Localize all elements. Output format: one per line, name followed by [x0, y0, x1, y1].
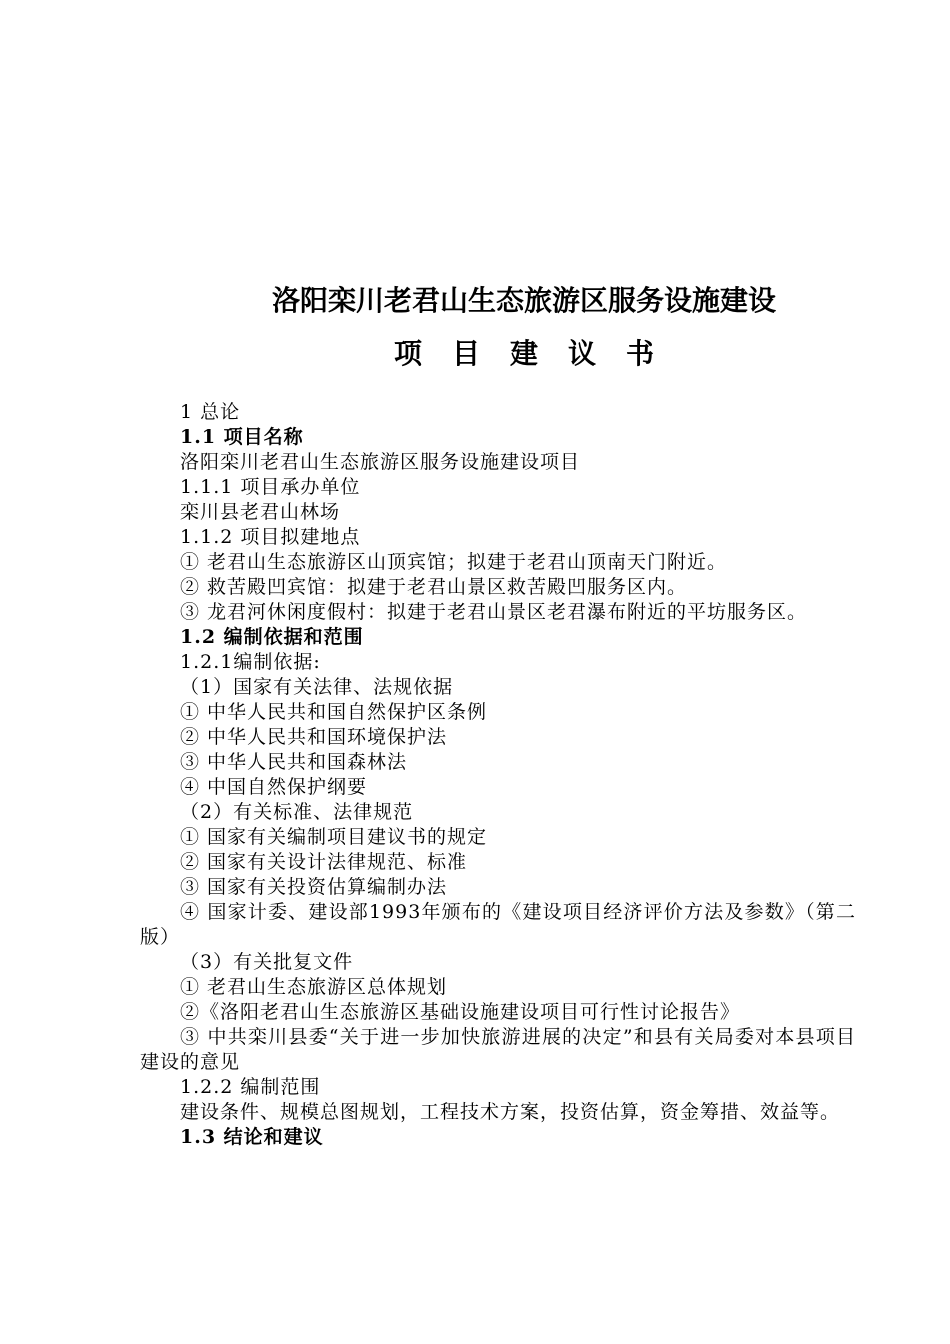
paragraph: 建设条件、规模总图规划，工程技术方案，投资估算，资金筹措、效益等。 [180, 1101, 841, 1123]
list-heading: （1）国家有关法律、法规依据 [180, 676, 454, 698]
list-item: ① 中华人民共和国自然保护区条例 [180, 701, 488, 723]
list-item: ③ 龙君河休闲度假村：拟建于老君山景区老君瀑布附近的平坊服务区。 [180, 601, 808, 623]
document-body [140, 400, 856, 1150]
subsection-heading: 1.2 编制依据和范围 [180, 626, 364, 648]
list-item: ④ 中国自然保护纲要 [180, 776, 368, 798]
section-heading: 1 总论 [180, 401, 241, 423]
list-item: ③ 中华人民共和国森林法 [180, 751, 408, 773]
document-subtitle: 项目建议书 [393, 337, 684, 370]
list-item: ②《洛阳老君山生态旅游区基础设施建设项目可行性讨论报告》 [180, 1001, 741, 1023]
paragraph: 栾川县老君山林场 [180, 501, 341, 523]
list-item: ③ 中共栾川县委“关于进一步加快旅游进展的决定”和县有关局委对本县项目建设的意见 [140, 1026, 856, 1073]
list-item: ② 国家有关设计法律规范、标准 [180, 851, 468, 873]
sub-subsection-heading: 1.1.1 项目承办单位 [180, 476, 361, 498]
subsection-heading: 1.3 结论和建议 [180, 1126, 324, 1148]
list-item: ① 国家有关编制项目建议书的规定 [180, 826, 488, 848]
sub-subsection-heading: 1.1.2 项目拟建地点 [180, 526, 361, 548]
list-item: ① 老君山生态旅游区山顶宾馆；拟建于老君山顶南天门附近。 [180, 551, 728, 573]
list-item: ② 救苦殿凹宾馆：拟建于老君山景区救苦殿凹服务区内。 [180, 576, 688, 598]
paragraph: 洛阳栾川老君山生态旅游区服务设施建设项目 [180, 451, 581, 473]
list-heading: （3）有关批复文件 [180, 951, 354, 973]
list-item: ④ 国家计委、建设部1993年颁布的《建设项目经济评价方法及参数》（第二版） [140, 901, 856, 948]
subsection-heading: 1.1 项目名称 [180, 426, 304, 448]
list-item: ① 老君山生态旅游区总体规划 [180, 976, 448, 998]
list-heading: （2）有关标准、法律规范 [180, 801, 414, 823]
list-item: ③ 国家有关投资估算编制办法 [180, 876, 448, 898]
document-title: 洛阳栾川老君山生态旅游区服务设施建设 [271, 284, 776, 317]
list-item: ② 中华人民共和国环境保护法 [180, 726, 448, 748]
sub-subsection-heading: 1.2.2 编制范围 [180, 1076, 321, 1098]
sub-subsection-heading: 1.2.1编制依据: [180, 651, 321, 673]
